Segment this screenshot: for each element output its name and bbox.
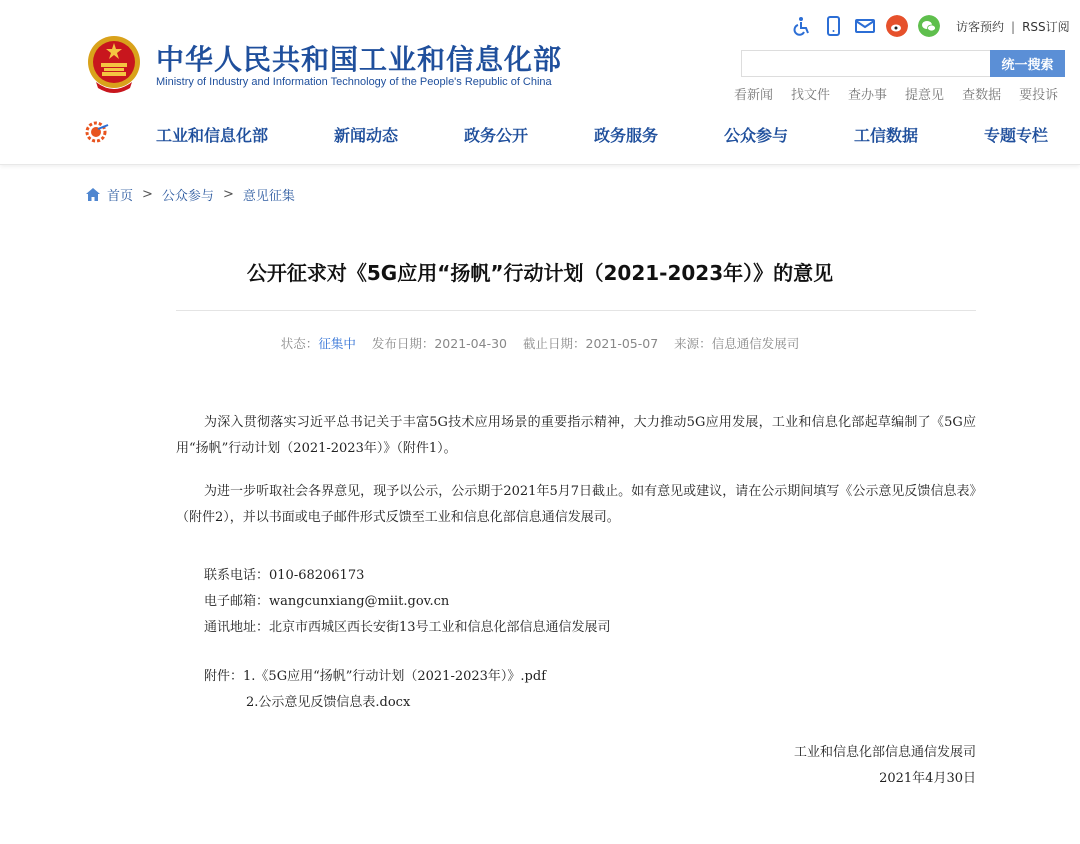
nav-item-services[interactable]: 政务服务: [594, 126, 659, 145]
source-label: 来源：: [674, 336, 712, 351]
visitor-appointment-link[interactable]: 访客预约: [956, 20, 1005, 34]
contact-email: 电子邮箱：wangcunxiang@miit.gov.cn: [204, 594, 450, 609]
nav-item-topics[interactable]: 专题专栏: [984, 126, 1049, 145]
quick-link-data[interactable]: 查数据: [962, 88, 1002, 103]
publish-date-label: 发布日期：: [371, 336, 435, 351]
status-badge: 征集中: [318, 336, 356, 351]
rss-link[interactable]: RSS订阅: [1022, 20, 1070, 34]
mobile-icon[interactable]: [822, 15, 844, 37]
breadcrumb-opinion-collection[interactable]: 意见征集: [242, 189, 295, 204]
breadcrumb-separator: >: [142, 187, 153, 202]
quick-link-opinions[interactable]: 提意见: [905, 88, 945, 103]
site-header: [0, 0, 1080, 165]
contact-info: [204, 563, 611, 641]
top-links: [956, 18, 1070, 35]
nav-item-data[interactable]: 工信数据: [854, 126, 919, 145]
nav-item-news[interactable]: 新闻动态: [334, 126, 399, 145]
contact-address: 通讯地址：北京市西城区西长安街13号工业和信息化部信息通信发展司: [204, 620, 611, 635]
signature-org: 工业和信息化部信息通信发展司: [793, 745, 976, 760]
attachment-link-docx[interactable]: 2.公示意见反馈信息表.docx: [246, 695, 411, 710]
status-label: 状态：: [280, 336, 319, 351]
signature: [794, 740, 976, 792]
quick-link-complaint[interactable]: 要投诉: [1019, 88, 1059, 103]
breadcrumb: [86, 185, 295, 204]
wechat-icon[interactable]: [918, 15, 940, 37]
site-title[interactable]: 中华人民共和国工业和信息化部: [156, 43, 563, 76]
accessibility-icon[interactable]: [790, 15, 812, 37]
nav-item-miit[interactable]: 工业和信息化部: [156, 126, 269, 145]
article-title: 公开征求对《5G应用“扬帆”行动计划（2021-2023年）》的意见: [246, 261, 834, 285]
top-icon-bar: [790, 14, 950, 38]
article-meta: [0, 334, 1080, 352]
national-emblem-icon[interactable]: [86, 34, 142, 94]
quick-link-services[interactable]: 查办事: [848, 88, 888, 103]
top-link-separator: |: [1011, 20, 1016, 34]
title-divider: [176, 310, 976, 311]
body-paragraph: 为深入贯彻落实习近平总书记关于丰富5G技术应用场景的重要指示精神，大力推动5G应用发展，工业和信息化部起草编制了《5G应用“扬帆”行动计划（2021-2023年）》（附件1）。: [176, 415, 976, 456]
breadcrumb-separator: >: [222, 187, 234, 202]
weibo-icon[interactable]: [886, 15, 908, 37]
mail-icon[interactable]: [854, 15, 876, 37]
publish-date: 2021-04-30: [434, 336, 507, 351]
contact-phone: 联系电话：010-68206173: [204, 568, 365, 583]
signature-date: 2021年4月30日: [879, 771, 976, 786]
attachments: [204, 664, 546, 716]
nav-item-participation[interactable]: 公众参与: [724, 126, 789, 145]
search-button[interactable]: 统一搜索: [990, 50, 1065, 77]
breadcrumb-home[interactable]: 首页: [107, 189, 134, 204]
attachment-link-pdf[interactable]: 1.《5G应用“扬帆”行动计划（2021-2023年）》.pdf: [243, 669, 547, 684]
quick-link-documents[interactable]: 找文件: [791, 88, 831, 103]
breadcrumb-participation[interactable]: 公众参与: [161, 189, 214, 204]
article-body: [176, 410, 976, 531]
search-input[interactable]: [741, 50, 990, 77]
main-nav: [0, 123, 1080, 147]
site-subtitle: Ministry of Industry and Information Technology of the People's Republic of China: [156, 76, 552, 88]
deadline-date: 2021-05-07: [585, 336, 659, 351]
quick-link-news[interactable]: 看新闻: [734, 88, 774, 103]
home-icon[interactable]: [86, 188, 100, 201]
nav-item-public-affairs[interactable]: 政务公开: [464, 126, 529, 145]
deadline-label: 截止日期：: [523, 336, 586, 351]
body-paragraph: 为进一步听取社会各界意见，现予以公示，公示期于2021年5月7日截止。如有意见或建议，请在公示期间填写《公示意见反馈信息表》（附件2），并以书面或电子邮件形式反馈至工业和信息化部信息通信发展司。: [176, 484, 976, 525]
source-value: 信息通信发展司: [711, 336, 800, 351]
quick-links: [734, 84, 1076, 103]
attachments-label: 附件：: [204, 669, 244, 684]
